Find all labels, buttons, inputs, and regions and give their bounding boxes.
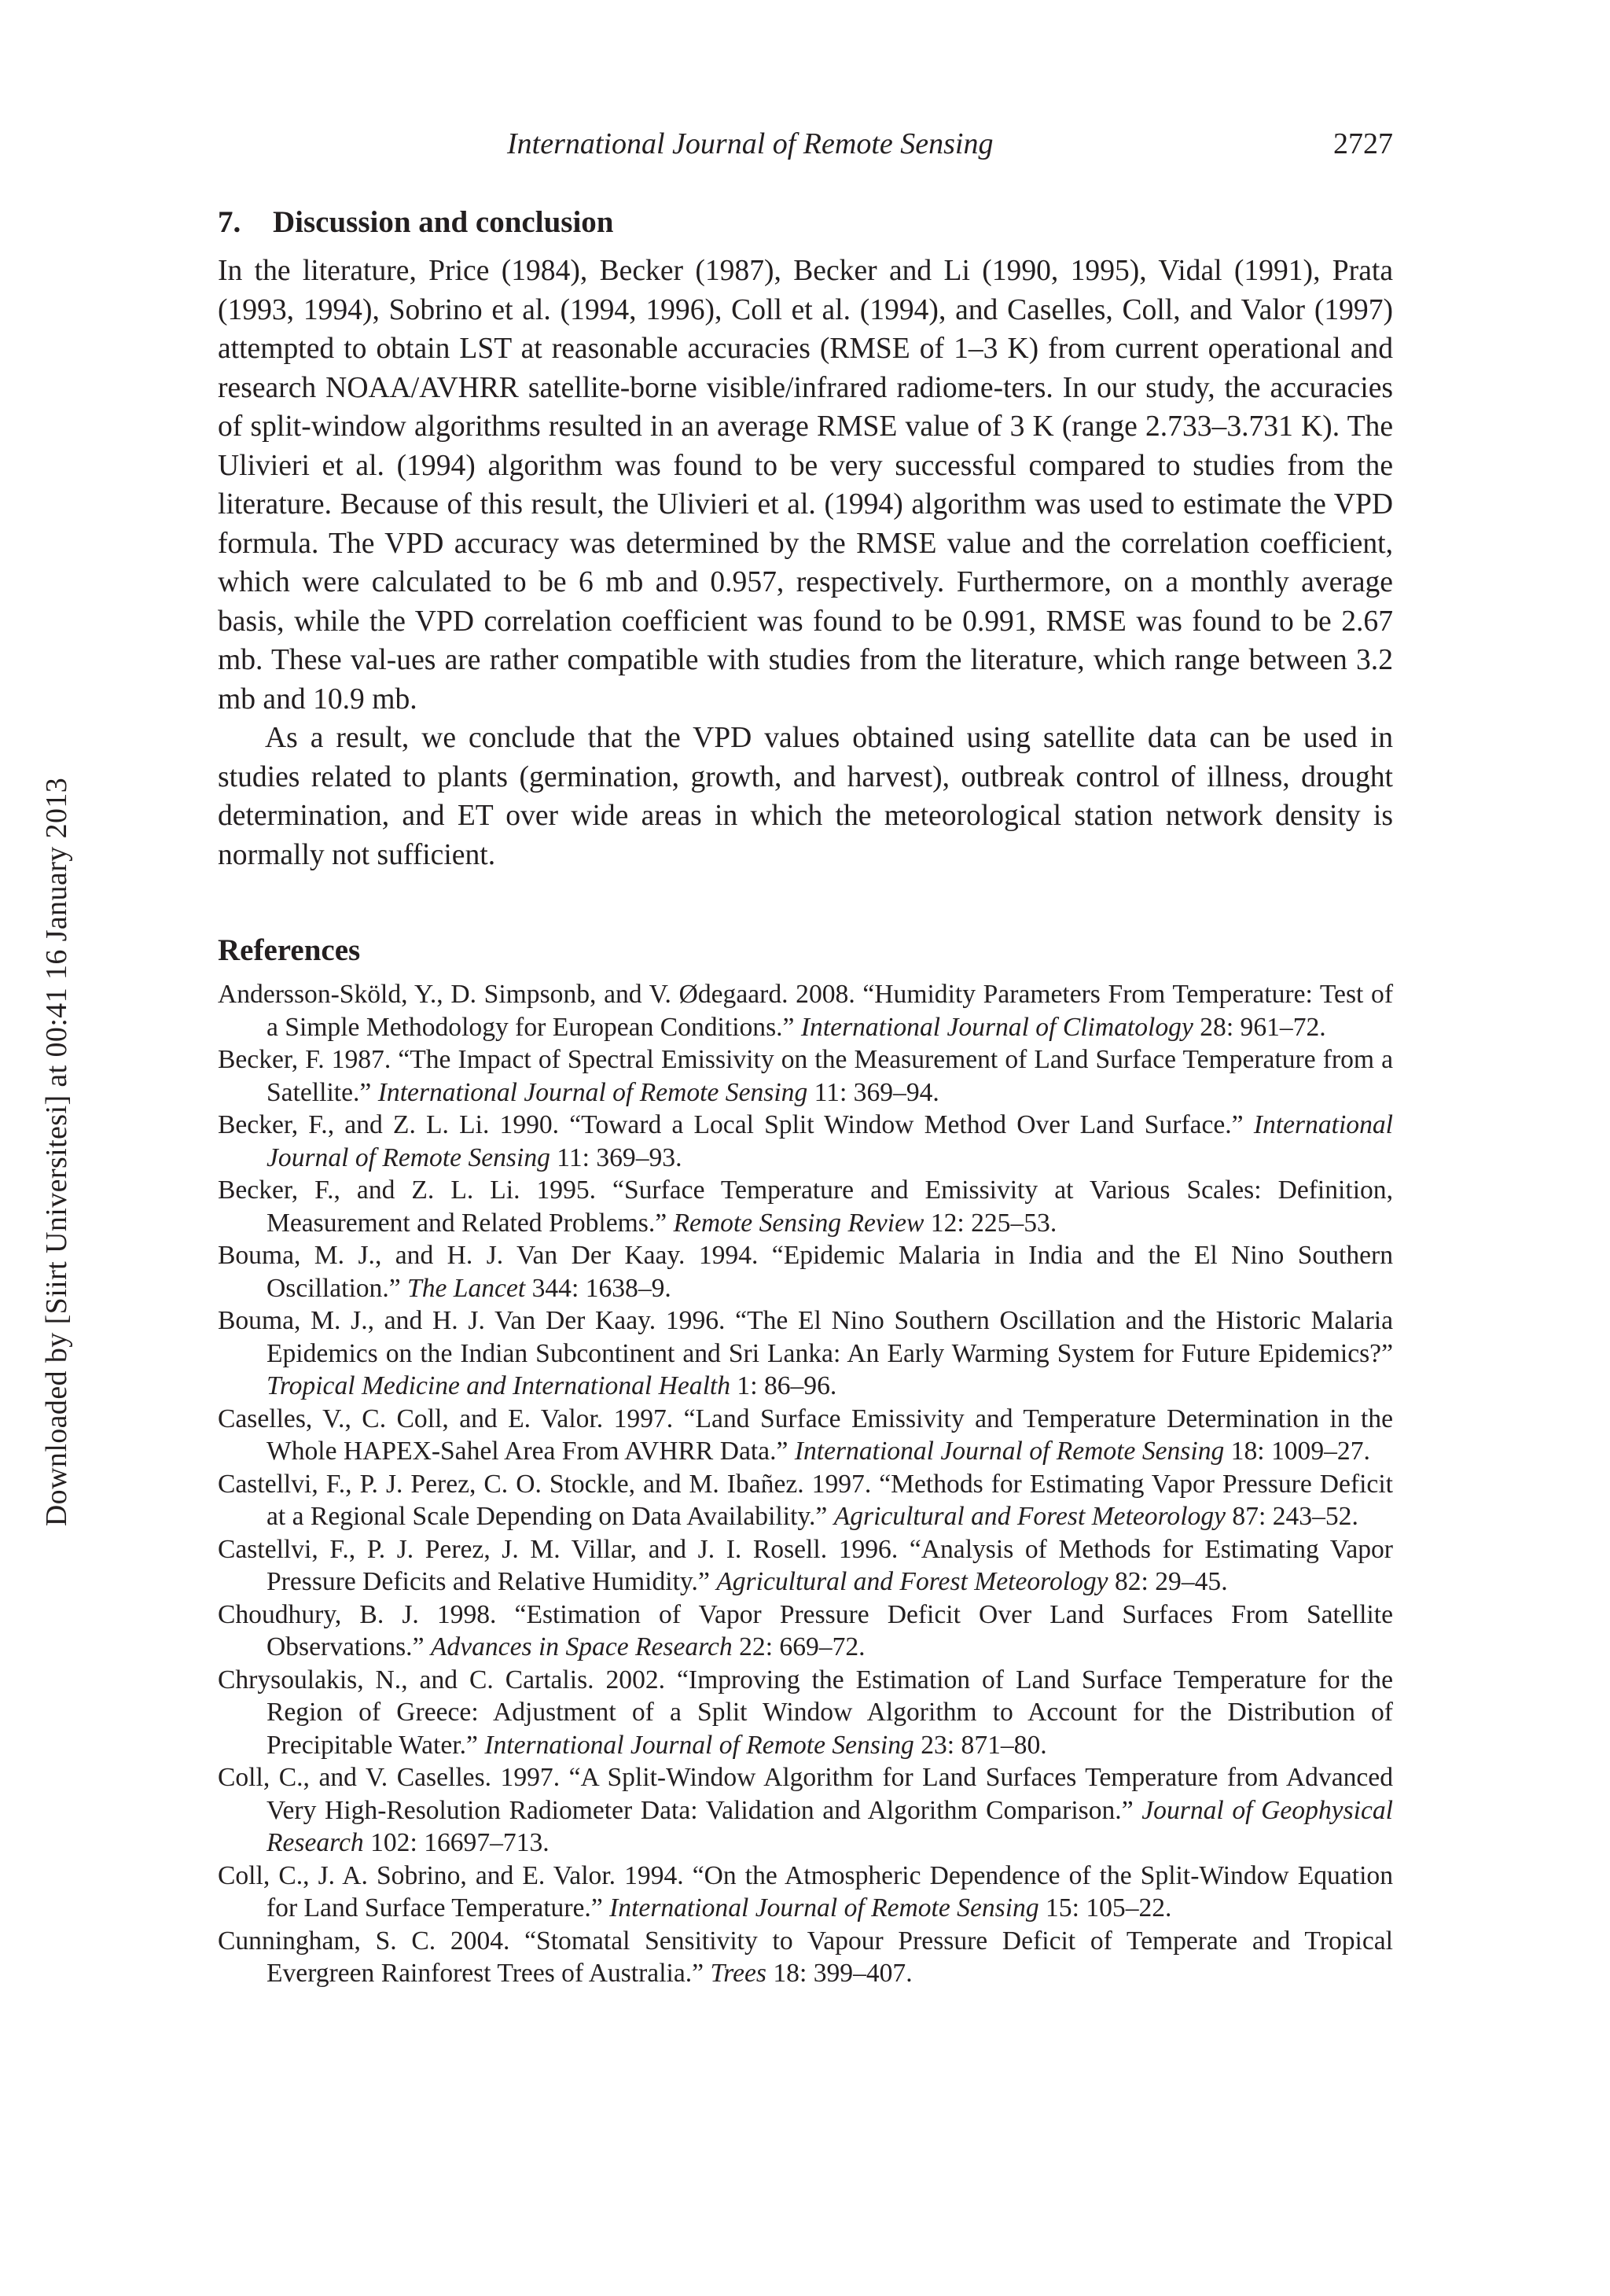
- reference-text: Choudhury, B. J. 1998. “Estimation of Vapor Pressure Deficit Over Land Surfaces From Satellite Observations.”: [218, 1599, 1393, 1661]
- download-notice-text: Downloaded by [Siirt Universitesi] at 00:41 16 January 2013: [40, 777, 73, 1527]
- reference-venue: The Lancet: [407, 1273, 526, 1303]
- reference-venue: International Journal of Remote Sensing: [484, 1730, 914, 1760]
- reference-venue: International Journal of Remote Sensing: [794, 1437, 1225, 1466]
- reference-venue: Journal of Geophysical Research: [266, 1795, 1393, 1857]
- reference-text: Becker, F. 1987. “The Impact of Spectral Emissivity on the Measurement of Land Surface Temperature from a Satellite.”: [218, 1045, 1393, 1107]
- references-heading: References: [218, 933, 361, 967]
- reference-item: [218, 978, 1393, 1043]
- paragraph: As a result, we conclude that the VPD values obtained using satellite data can be used in studies related to plants (germination, growth, and harvest), outbreak control of illness, drought determination, and ET over wide areas in which the meteorological station network density is normally not sufficient.: [218, 722, 1393, 871]
- reference-item: [218, 1599, 1393, 1664]
- reference-text: Castellvi, F., P. J. Perez, C. O. Stockle, and M. Ibañez. 1997. “Methods for Estimating Vapor Pressure Deficit at a Regional Scale Depending on Data Availability.”: [218, 1469, 1393, 1531]
- reference-volume-pages: 11: 369–93.: [550, 1142, 682, 1172]
- reference-venue: Agricultural and Forest Meteorology: [716, 1567, 1108, 1596]
- page-number: 2727: [1333, 127, 1393, 160]
- reference-text: Castellvi, F., P. J. Perez, J. M. Villar, and J. I. Rosell. 1996. “Analysis of Methods for Estimating Vapor Pressure Deficits and Relative Humidity.”: [218, 1534, 1393, 1596]
- reference-volume-pages: 18: 399–407.: [766, 1959, 913, 1988]
- reference-text: Coll, C., and V. Caselles. 1997. “A Split-Window Algorithm for Land Surfaces Temperature from Advanced Very High-Resolution Radiometer Data: Validation and Algorithm Comparison.”: [218, 1763, 1393, 1825]
- reference-venue: Agricultural and Forest Meteorology: [833, 1502, 1226, 1531]
- section-number: 7.: [218, 205, 241, 239]
- reference-volume-pages: 28: 961–72.: [1193, 1012, 1326, 1042]
- reference-item: [218, 1761, 1393, 1860]
- reference-volume-pages: 22: 669–72.: [732, 1632, 866, 1661]
- reference-venue: International Journal of Climatology: [800, 1012, 1193, 1042]
- reference-text: Becker, F., and Z. L. Li. 1990. “Toward a Local Split Window Method Over Land Surface.”: [218, 1110, 1254, 1139]
- reference-list: [218, 978, 1393, 1990]
- reference-volume-pages: 18: 1009–27.: [1224, 1437, 1370, 1466]
- reference-volume-pages: 102: 16697–713.: [363, 1828, 550, 1857]
- reference-item: [218, 1468, 1393, 1533]
- paragraph: In the literature, Price (1984), Becker (1987), Becker and Li (1990, 1995), Vidal (1991), Prata (1993, 1994), Sobrino et al. (1994, 1996), Coll et al. (1994), and Caselles, Coll, and Valor (1997) attempted to obtain LST at reasonable accuracies (RMSE of 1–3 K) from current operational and research NOAA/AVHRR satellite-borne visible/infrared radiome-ters. In our study, the accuracies of split-window algorithms resulted in an average RMSE value of 3 K (range 2.733–3.731 K). The Ulivieri et al. (1994) algorithm was found to be very successful compared to studies from the literature. Because of this result, the Ulivieri et al. (1994) algorithm was used to estimate the VPD formula. The VPD accuracy was determined by the RMSE value and the correlation coefficient, which were calculated to be 6 mb and 0.957, respectively. Furthermore, on a monthly average basis, while the VPD correlation coefficient was found to be 0.991, RMSE was found to be 2.67 mb. These val-ues are rather compatible with studies from the literature, which range between 3.2 mb and 10.9 mb.: [218, 255, 1393, 716]
- reference-volume-pages: 1: 86–96.: [730, 1371, 837, 1400]
- reference-venue: Tropical Medicine and International Health: [266, 1371, 731, 1400]
- reference-volume-pages: 87: 243–52.: [1226, 1502, 1358, 1531]
- section-title: Discussion and conclusion: [273, 205, 614, 239]
- reference-text: Bouma, M. J., and H. J. Van Der Kaay. 1996. “The El Nino Southern Oscillation and the Historic Malaria Epidemics on the Indian Subcontinent and Sri Lanka: An Early Warming System for Future Epidemics?”: [218, 1306, 1393, 1368]
- reference-volume-pages: 23: 871–80.: [913, 1730, 1047, 1760]
- reference-item: [218, 1403, 1393, 1468]
- reference-venue: Trees: [710, 1959, 766, 1988]
- reference-item: [218, 1925, 1393, 1990]
- reference-text: Andersson-Sköld, Y., D. Simpsonb, and V. Ødegaard. 2008. “Humidity Parameters From Temperature: Test of a Simple Methodology for European Conditions.”: [218, 980, 1393, 1042]
- running-head: [507, 124, 1393, 164]
- reference-item: [218, 1664, 1393, 1762]
- reference-text: Coll, C., J. A. Sobrino, and E. Valor. 1994. “On the Atmospheric Dependence of the Split-Window Equation for Land Surface Temperature.”: [218, 1860, 1393, 1923]
- reference-item: [218, 1043, 1393, 1109]
- reference-venue: International Journal of Remote Sensing: [609, 1893, 1039, 1923]
- reference-volume-pages: 82: 29–45.: [1108, 1567, 1228, 1596]
- journal-title: International Journal of Remote Sensing: [507, 127, 994, 160]
- reference-item: [218, 1304, 1393, 1403]
- reference-item: [218, 1239, 1393, 1304]
- reference-text: Bouma, M. J., and H. J. Van Der Kaay. 1994. “Epidemic Malaria in India and the El Nino Southern Oscillation.”: [218, 1241, 1393, 1303]
- reference-volume-pages: 15: 105–22.: [1038, 1893, 1172, 1923]
- reference-venue: International Journal of Remote Sensing: [377, 1077, 808, 1107]
- reference-text: Cunningham, S. C. 2004. “Stomatal Sensitivity to Vapour Pressure Deficit of Temperate and Tropical Evergreen Rainforest Trees of Australia.”: [218, 1926, 1393, 1988]
- reference-volume-pages: 11: 369–94.: [807, 1077, 939, 1107]
- reference-venue: International Journal of Remote Sensing: [266, 1110, 1393, 1172]
- reference-item: [218, 1533, 1393, 1599]
- section-heading: [218, 203, 1393, 242]
- reference-item: [218, 1860, 1393, 1925]
- reference-venue: Remote Sensing Review: [673, 1208, 924, 1238]
- reference-text: Becker, F., and Z. L. Li. 1995. “Surface Temperature and Emissivity at Various Scales: Definition, Measurement and Related Problems.”: [218, 1176, 1393, 1238]
- reference-item: [218, 1109, 1393, 1174]
- reference-volume-pages: 12: 225–53.: [924, 1208, 1057, 1238]
- reference-venue: Advances in Space Research: [430, 1632, 733, 1661]
- main-content: [218, 203, 1393, 1990]
- reference-volume-pages: 344: 1638–9.: [525, 1273, 671, 1303]
- reference-item: [218, 1174, 1393, 1239]
- reference-text: Chrysoulakis, N., and C. Cartalis. 2002. “Improving the Estimation of Land Surface Temperature for the Region of Greece: Adjustment of a Split Window Algorithm to Account for the Distribution of Precipitable Water.”: [218, 1665, 1393, 1760]
- reference-text: Caselles, V., C. Coll, and E. Valor. 1997. “Land Surface Emissivity and Temperature Determination in the Whole HAPEX-Sahel Area From AVHRR Data.”: [218, 1404, 1393, 1466]
